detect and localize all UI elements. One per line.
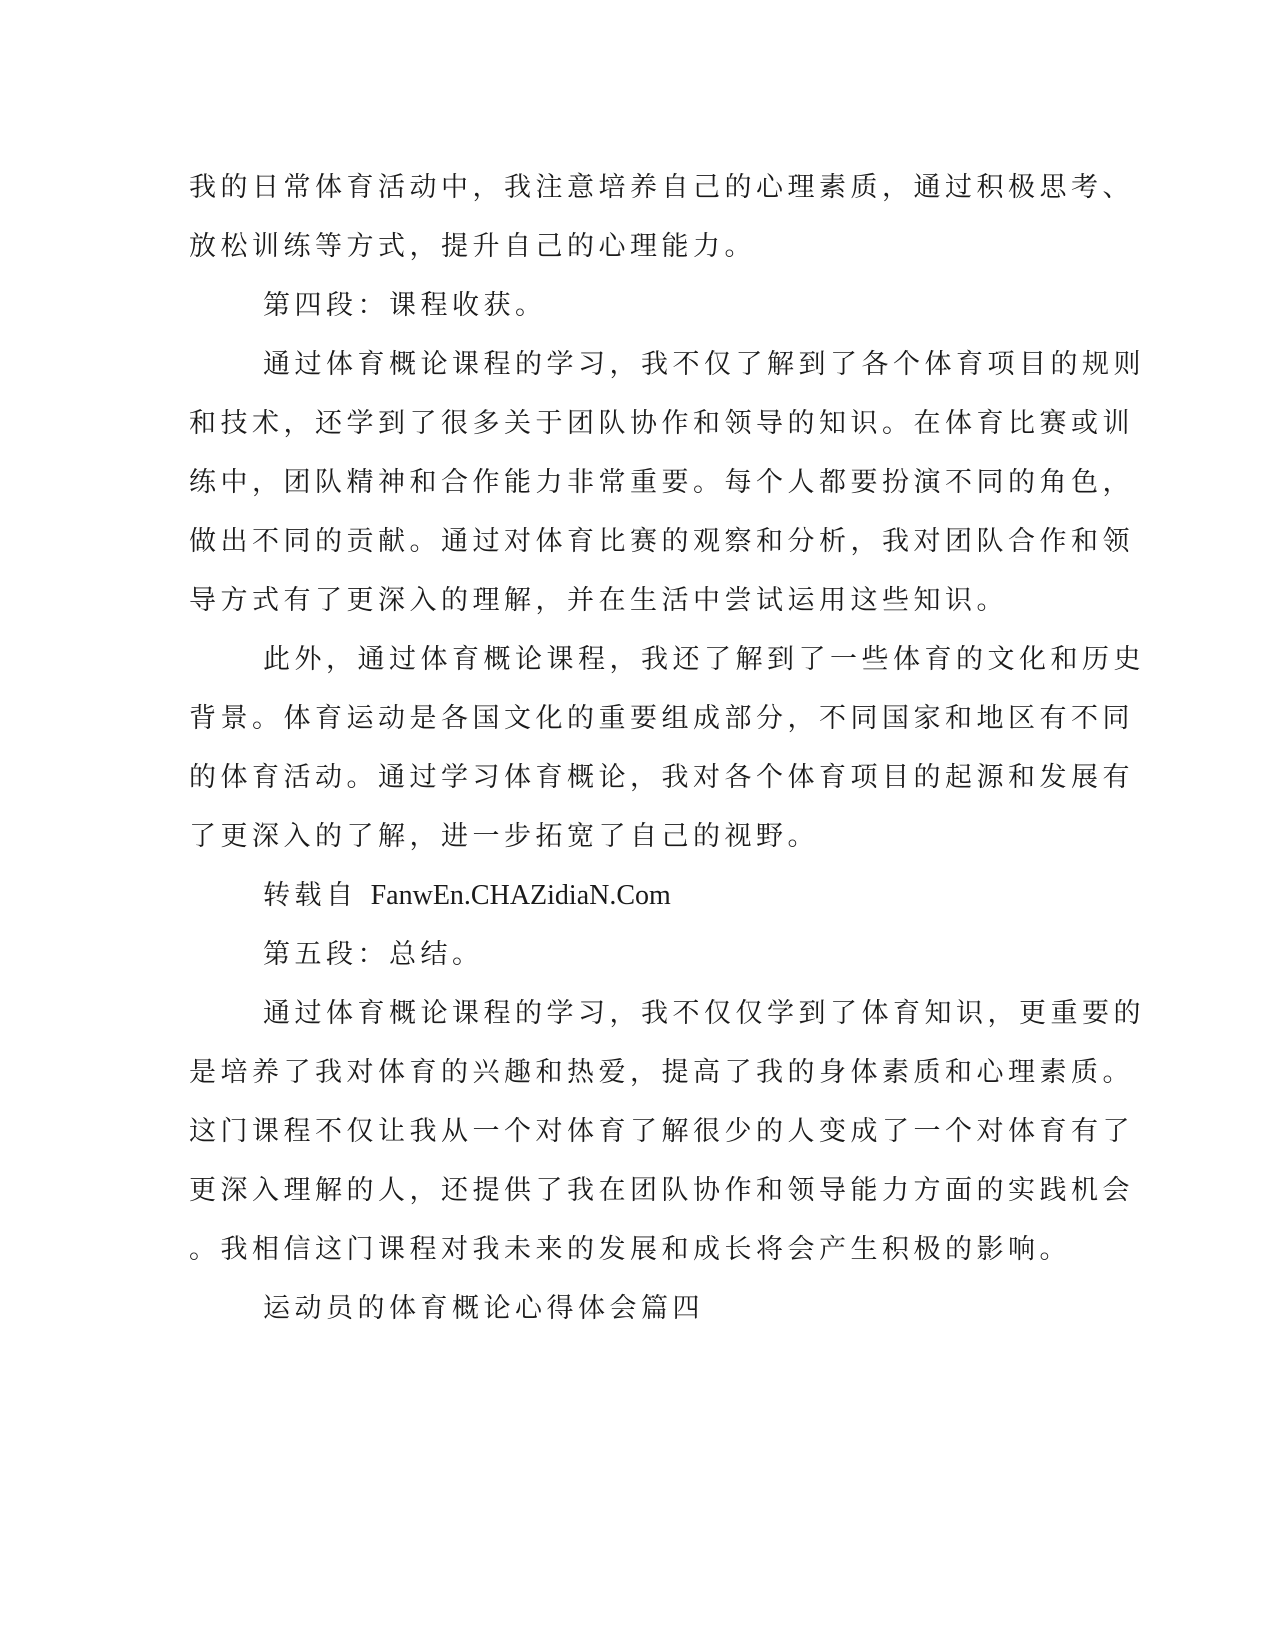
text-line: 的体育活动。通过学习体育概论，我对各个体育项目的起源和发展有 [189, 762, 1134, 793]
text-line: 背景。体育运动是各国文化的重要组成部分，不同国家和地区有不同 [189, 703, 1134, 734]
text-line: 更深入理解的人，还提供了我在团队协作和领导能力方面的实践机会 [189, 1175, 1134, 1206]
text-line: 导方式有了更深入的理解，并在生活中尝试运用这些知识。 [189, 585, 1008, 616]
text-line: 了更深入的了解，进一步拓宽了自己的视野。 [189, 821, 819, 852]
source-line [189, 866, 1079, 925]
text-line: 。我相信这门课程对我未来的发展和成长将会产生积极的影响。 [189, 1234, 1071, 1265]
section-heading-4: 第四段：课程收获。 [263, 290, 547, 321]
text-line: 我的日常体育活动中，我注意培养自己的心理素质，通过积极思考、 [189, 172, 1134, 203]
text-line: 和技术，还学到了很多关于团队协作和领导的知识。在体育比赛或训 [189, 408, 1134, 439]
text-line: 这门课程不仅让我从一个对体育了解很少的人变成了一个对体育有了 [189, 1116, 1134, 1147]
text-line: 做出不同的贡献。通过对体育比赛的观察和分析，我对团队合作和领 [189, 526, 1134, 557]
text-line: 练中，团队精神和合作能力非常重要。每个人都要扮演不同的角色， [189, 467, 1134, 498]
text-line: 通过体育概论课程的学习，我不仅了解到了各个体育项目的规则 [263, 349, 1145, 380]
text-line: 通过体育概论课程的学习，我不仅仅学到了体育知识，更重要的 [263, 998, 1145, 1029]
text-line: 放松训练等方式，提升自己的心理能力。 [189, 231, 756, 262]
source-prefix: 转载自 [263, 880, 358, 911]
source-url: FanwEn.CHAZidiaN.Com [370, 880, 671, 911]
article-title: 运动员的体育概论心得体会篇四 [263, 1293, 704, 1324]
text-line: 是培养了我对体育的兴趣和热爱，提高了我的身体素质和心理素质。 [189, 1057, 1134, 1088]
document-body [189, 158, 1145, 1338]
section-heading-5: 第五段：总结。 [263, 939, 484, 970]
text-line: 此外，通过体育概论课程，我还了解到了一些体育的文化和历史 [263, 644, 1145, 675]
